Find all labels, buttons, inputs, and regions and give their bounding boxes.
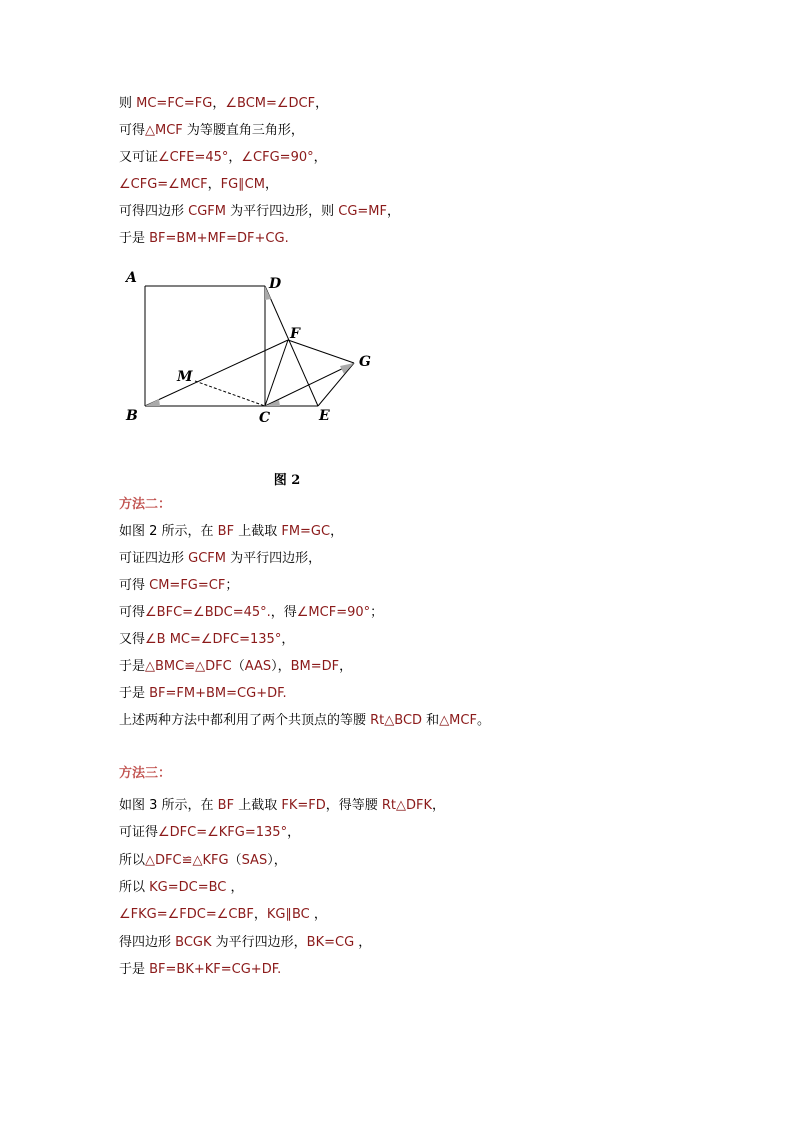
math-expression: ∠BFC=∠BDC=45°.	[145, 605, 271, 620]
text-segment: ，	[309, 907, 327, 923]
method3-line	[119, 907, 327, 923]
math-expression: BF=FM+BM=CG+DF.	[149, 686, 287, 701]
text-segment: ，	[432, 798, 446, 813]
top-line	[119, 231, 289, 247]
text-segment: 和	[422, 713, 440, 728]
text-segment: ；	[370, 605, 384, 620]
math-expression: △DFC≌△KFG	[145, 852, 229, 868]
math-expression: ∠CFE=45°	[158, 150, 229, 165]
text-segment: ，	[313, 150, 327, 165]
math-expression: △BMC≌△DFC	[145, 659, 232, 674]
text-segment: （	[228, 852, 242, 868]
math-expression: AAS	[244, 659, 272, 674]
text-segment: ，	[339, 659, 353, 674]
method3-line	[119, 853, 287, 869]
text-segment: 为平行四边形，	[226, 551, 322, 566]
math-expression: FM=GC	[281, 524, 331, 539]
top-line	[119, 123, 304, 139]
segment-mc	[195, 381, 265, 406]
text-segment: 于是	[119, 686, 150, 701]
math-expression: △MCF	[439, 713, 477, 728]
math-expression: FG∥CM	[220, 177, 265, 192]
method2-line	[119, 632, 294, 648]
method3-line	[119, 962, 281, 978]
math-expression: BK=CG	[306, 934, 355, 950]
math-expression: FK=FD	[281, 798, 326, 813]
text-segment: 可得	[119, 605, 146, 620]
text-segment: ，得等腰	[325, 798, 382, 813]
method3-line	[119, 880, 244, 896]
method2-line	[119, 524, 343, 540]
text-segment: 可证得	[119, 825, 159, 841]
text-segment: ，	[212, 96, 226, 111]
label-m: M	[177, 369, 193, 385]
method2-line	[119, 659, 352, 675]
text-segment: ，	[253, 907, 267, 923]
text-segment: 上截取	[234, 798, 282, 813]
math-expression: CG=MF	[338, 204, 388, 219]
text-segment: ，	[226, 879, 244, 895]
math-expression: CM=FG=CF	[149, 578, 226, 593]
label-b: B	[126, 408, 138, 424]
math-expression: SAS	[241, 852, 268, 868]
angle-mark-b	[145, 399, 160, 406]
top-line	[119, 177, 278, 193]
text-segment: 可得	[119, 123, 146, 138]
method3-line	[119, 825, 300, 841]
text-segment: 可得	[119, 578, 150, 593]
text-segment: 得四边形	[119, 934, 176, 950]
label-g: G	[359, 354, 371, 370]
math-expression: BF	[217, 798, 235, 813]
math-expression: ∠MCF=90°	[296, 605, 371, 620]
math-expression: ∠CFG=90°	[241, 150, 314, 165]
angle-mark-g	[340, 363, 354, 374]
text-segment: ，	[354, 934, 372, 950]
method2-line	[119, 605, 383, 621]
segment-ge	[318, 363, 354, 406]
math-expression: BM=DF	[290, 659, 340, 674]
math-expression: BCGK	[175, 934, 212, 950]
text-segment: ，	[281, 632, 295, 647]
method2-line	[119, 578, 238, 594]
math-expression: ∠B MC=∠DFC=135°	[145, 632, 282, 647]
top-line	[119, 204, 400, 220]
math-expression: ∠BCM=∠DCF	[225, 96, 316, 111]
text-segment: 则	[119, 96, 137, 111]
method2-line	[119, 686, 287, 702]
text-segment: ，	[207, 177, 221, 192]
method3-line	[119, 798, 445, 814]
label-a: A	[126, 270, 137, 286]
text-segment: ；	[225, 578, 239, 593]
text-segment: 为平行四边形，	[211, 934, 307, 950]
math-expression: GCFM	[188, 551, 226, 566]
text-segment: 如图 2 所示，在	[119, 524, 218, 539]
segment-de	[265, 286, 318, 406]
top-line	[119, 96, 328, 112]
text-segment: 所以	[119, 879, 150, 895]
figure-caption: 图 2	[273, 473, 301, 488]
text-segment: ，	[264, 177, 278, 192]
math-expression: CGFM	[188, 204, 226, 219]
text-segment: 为平行四边形，则	[226, 204, 339, 219]
method2-line	[119, 551, 321, 567]
text-segment: 可得四边形	[119, 204, 189, 219]
math-expression: BF=BK+KF=CG+DF.	[149, 961, 282, 977]
text-segment: ，	[387, 204, 401, 219]
text-segment: ，	[330, 524, 344, 539]
math-expression: △MCF	[145, 123, 183, 138]
text-segment: ，	[315, 96, 329, 111]
label-c: C	[259, 410, 271, 426]
math-expression: ∠FKG=∠FDC=∠CBF	[119, 907, 254, 923]
text-segment: 于是	[119, 659, 146, 674]
math-expression: KG=DC=BC	[149, 879, 227, 895]
text-segment: 又可证	[119, 150, 159, 165]
text-segment: 于是	[119, 231, 150, 246]
text-segment: 所以	[119, 852, 146, 868]
segment-bf	[145, 340, 288, 406]
text-segment: （	[231, 659, 245, 674]
label-d: D	[269, 276, 282, 292]
text-segment: 为等腰直角三角形，	[182, 123, 304, 138]
method2-heading: 方法二：	[119, 497, 172, 512]
math-expression: BF	[217, 524, 235, 539]
math-expression: KG∥BC	[266, 907, 310, 923]
text-segment: 又得	[119, 632, 146, 647]
label-e: E	[319, 408, 330, 424]
method3-line	[119, 935, 371, 951]
text-segment: 可证四边形	[119, 551, 189, 566]
math-expression: ∠DFC=∠KFG=135°	[158, 825, 288, 841]
text-segment: 。	[476, 713, 490, 728]
segment-cg	[265, 363, 354, 406]
text-segment: ，	[228, 150, 242, 165]
geometry-figure	[118, 262, 388, 432]
text-segment: ），	[267, 852, 287, 868]
math-expression: BF=BM+MF=DF+CG.	[149, 231, 289, 246]
label-f: F	[290, 326, 300, 342]
text-segment: ，	[287, 825, 301, 841]
math-expression: Rt△DFK	[381, 798, 433, 813]
math-expression: MC=FC=FG	[136, 96, 213, 111]
math-expression: ∠CFG=∠MCF	[119, 177, 208, 192]
text-segment: 于是	[119, 961, 150, 977]
text-segment: 上述两种方法中都利用了两个共顶点的等腰	[119, 713, 371, 728]
text-segment: 上截取	[234, 524, 282, 539]
text-segment: ，得	[270, 605, 297, 620]
math-expression: Rt△BCD	[370, 713, 423, 728]
method2-line	[119, 713, 490, 729]
method3-heading: 方法三：	[119, 766, 172, 781]
text-segment: ），	[271, 659, 291, 674]
text-segment: 如图 3 所示，在	[119, 798, 218, 813]
top-line	[119, 150, 327, 166]
